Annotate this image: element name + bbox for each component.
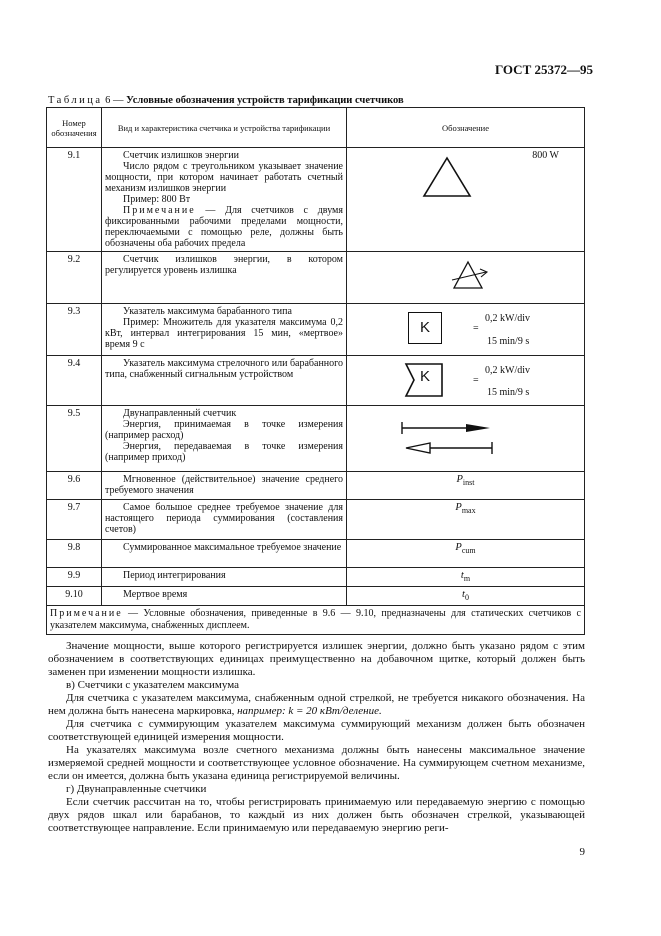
table-row: 9.8 Суммированное максимальное требуемое значение $P_{cum}$ — [47, 540, 585, 568]
table-row: 9.10 Мертвое время $t_0$ — [47, 587, 585, 606]
k-box-icon: K — [408, 312, 442, 344]
subheading: в) Счетчики с указателем максимума — [66, 679, 240, 691]
paragraph: Значение мощности, выше которого регистрируется излишек энергии, должно быть указано рядом с этим обозначением в соответствующих единицах преимущественно на добавочном щитке, который должен быть заменен при изменении мощности излишка. — [48, 640, 585, 678]
paragraph: Если счетчик рассчитан на то, чтобы регистрировать принимаемую или передаваемую энергию с помощью двух рядов шкал или барабанов, то каждый из них должен быть обозначен стрелкой, указывающей соответствующее направление. Если принимаемую или передаваемую энергию реги- — [48, 796, 585, 834]
subheading: г) Двунаправленные счетчики — [66, 783, 207, 795]
paragraph: На указателях максимума возле счетного механизма должны быть нанесены максимальное значение измеряемой средней мощности и соответствующее условное обозначение. На суммирующем счетном механизме, если он имеется, должна быть указана единица регистрируемой величины. — [48, 744, 585, 782]
triangle-icon — [422, 156, 472, 198]
symbols-table — [46, 107, 585, 635]
paragraph: Для счетчика с указателем максимума, снабженным одной стрелкой, не требуется никакого обозначения. На нем должна быть нанесена маркировка, например: k = 20 кВт/деление. — [48, 692, 585, 717]
table-row: 9.1 Счетчик излишков энергии Число рядом с треугольником указывает значение мощности, при котором начинает работать счетный механизм излишков энергии Пример: 800 Вт Примечание — Для счетчиков с двумя фиксированными рабочими пределами мощности, переключаемыми с помощью реле, должны быть обозначены оба рабочих предела 800 W — [47, 148, 585, 252]
table-row: 9.4 Указатель максимума стрелочного или барабанного типа, снабженный сигнальным устройством K = 0,2 kW/div 15 min/9 s — [47, 356, 585, 406]
header-description: Вид и характеристика счетчика и устройства тарификации — [102, 108, 347, 148]
document-code: ГОСТ 25372—95 — [494, 62, 593, 77]
table-footnote: Примечание — Условные обозначения, приведенные в 9.6 — 9.10, предназначены для статических счетчиков с указателем максимума, снабженных дисплеем. — [47, 606, 585, 635]
table-row: 9.7 Самое большое среднее требуемое значение для настоящего периода суммирования (составления счетов) $P_{max}$ — [47, 500, 585, 540]
table-row: 9.6 Мгновенное (действительное) значение среднего требуемого значения $P_{inst}$ — [47, 472, 585, 500]
table-row: 9.3 Указатель максимума барабанного типа Пример: Множитель для указателя максимума 0,2 кВт, интервал интегрирования 15 мин, «мертвое» время 9 с K = 0,2 kW/div 15 min/9 s — [47, 304, 585, 356]
table-row: 9.2 Счетчик излишков энергии, в котором регулируется уровень излишка — [47, 252, 585, 304]
paragraph: Для счетчика с суммирующим указателем максимума суммирующий механизм должен быть обозначен соответствующей единицей измерения мощности. — [48, 718, 585, 743]
adjustable-triangle-icon — [450, 258, 490, 294]
page-number: 9 — [579, 846, 585, 858]
header-number: Номер обозначения — [47, 108, 102, 148]
header-symbol: Обозначение — [347, 108, 585, 148]
table-caption: Таблица 6 — Условные обозначения устройств тарификации счетчиков — [48, 95, 404, 106]
table-row: 9.9 Период интегрирования $t_m$ — [47, 568, 585, 587]
body-text — [48, 640, 585, 835]
bidirectional-arrows-icon — [400, 418, 494, 458]
table-row: 9.5 Двунаправленный счетчик Энергия, принимаемая в точке измерения (например расход) Энергия, передаваемая в точке измерения (например приход) — [47, 406, 585, 472]
